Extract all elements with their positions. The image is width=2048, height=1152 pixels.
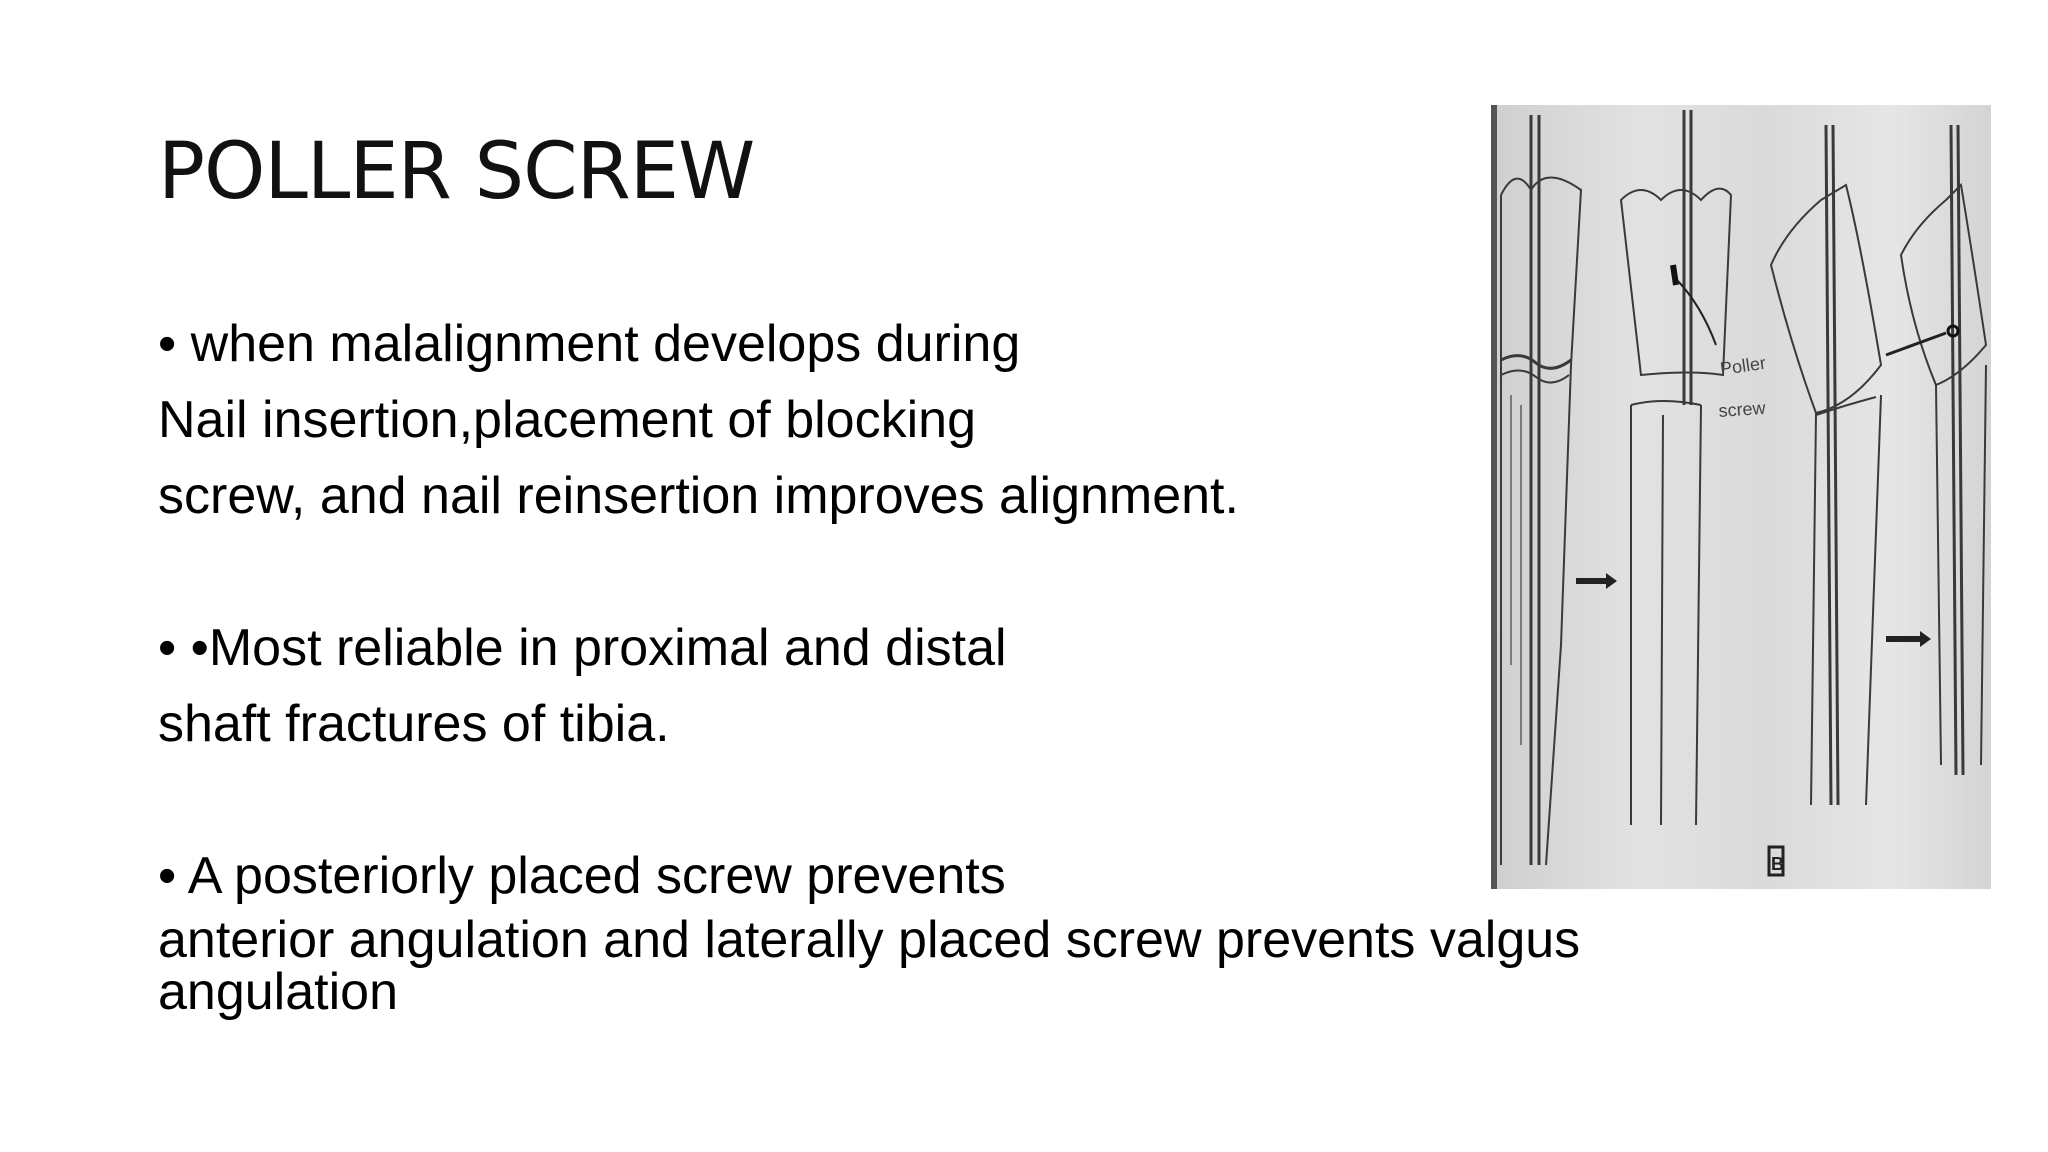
figure-edge [1491,105,1497,889]
bullet-3-line-1: • A posteriorly placed screw prevents [158,847,1006,905]
paragraph-gap [158,762,1718,838]
figure-label-screw: screw [1717,397,1767,421]
bullet-2-line-1: • •Most reliable in proximal and distal [158,619,1007,677]
bullet-1-line-3: screw, and nail reinsertion improves alignment. [158,467,1239,525]
slide-body [158,306,1718,1021]
figure-panel-mark: B [1771,854,1784,874]
slide-title: POLLER SCREW [158,127,755,217]
tibia-panel-1 [1501,115,1581,865]
tibia-panel-3 [1771,125,1881,805]
arrow-2 [1886,631,1931,647]
bullet-2-line-2: shaft fractures of tibia. [158,695,670,753]
tibia-panel-2 [1621,110,1731,825]
tibia-nail-diagram [1491,105,1991,889]
bullet-1-line-2: Nail insertion,placement of blocking [158,391,976,449]
bullet-3-line-2: anterior angulation and laterally placed screw prevents valgus angulation [158,911,1581,1021]
arrow-1 [1576,573,1617,589]
bullet-1-line-1: • when malalignment develops during [158,315,1021,373]
figure-label-poller: Poller [1718,352,1768,379]
tibia-panel-4 [1886,125,1986,775]
poller-screw-figure [1491,105,1991,889]
paragraph-gap [158,534,1718,610]
